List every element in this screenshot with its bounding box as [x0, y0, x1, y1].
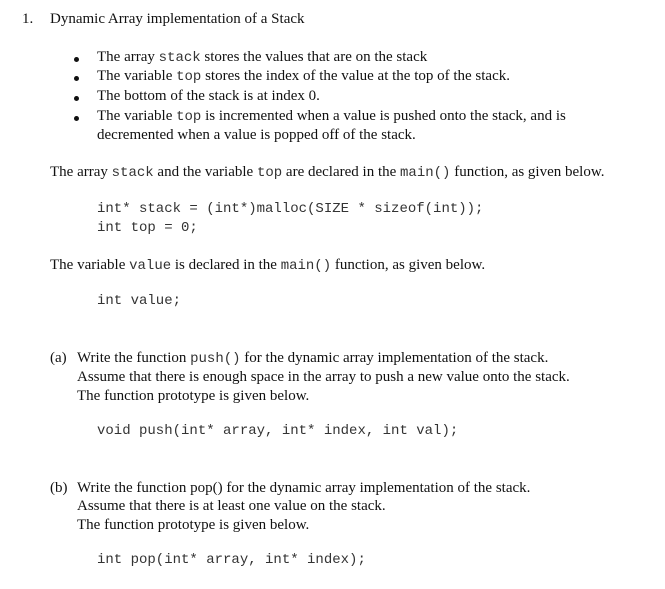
inline-code: stack [111, 165, 154, 181]
declaration-paragraph [50, 163, 604, 182]
paragraph-text: function, as given below. [331, 257, 486, 273]
question-title: Dynamic Array implementation of a Stack [50, 11, 305, 27]
bullet-text: stores the index of the value at the top of the stack. [201, 68, 511, 84]
paragraph-text: The variable [50, 257, 130, 273]
inline-code: main() [400, 165, 451, 181]
bullet-text: The array [97, 49, 159, 65]
inline-code: top [256, 165, 283, 181]
paragraph-text: function, as given below. [450, 164, 605, 180]
code-line: int* stack = (int*)malloc(SIZE * sizeof(int)); [97, 201, 484, 217]
part-a-line-2: Assume that there is enough space in the array to push a new value onto the stack. [77, 369, 570, 385]
code-line: int top = 0; [97, 220, 198, 236]
bullet-text: stores the values that are on the stack [200, 49, 428, 65]
push-prototype: void push(int* array, int* index, int val); [97, 423, 459, 439]
bullet-item [97, 67, 510, 86]
bullet-item [97, 48, 427, 67]
paragraph-text: are declared in the [282, 164, 401, 180]
code-line: int value; [97, 293, 182, 309]
paragraph-text: for the dynamic array implementation of the stack. [240, 350, 549, 366]
bullet-item-continuation: decremented when a value is popped off of the stack. [97, 127, 416, 143]
bullet-text: The variable [97, 108, 177, 124]
paragraph-text: is declared in the [171, 257, 281, 273]
part-b-label: (b) [50, 480, 68, 496]
bullet-text: is incremented when a value is pushed onto the stack, and is [201, 108, 566, 124]
value-paragraph [50, 256, 485, 275]
bullet-text: The variable [97, 68, 177, 84]
bullet-item [97, 87, 320, 105]
bullet-text: The bottom of the stack is at index 0. [97, 88, 320, 104]
part-a-label: (a) [50, 350, 67, 366]
inline-code: main() [280, 258, 332, 274]
part-a-line-3: The function prototype is given below. [77, 388, 310, 404]
part-b-line-2: Assume that there is at least one value on the stack. [77, 498, 386, 514]
bullet-icon [74, 76, 79, 81]
paragraph-text: The array [50, 164, 112, 180]
question-number: 1. [22, 11, 34, 27]
part-b-line-1: Write the function pop() for the dynamic array implementation of the stack. [77, 480, 531, 496]
bullet-icon [74, 96, 79, 101]
paragraph-text: Write the function [77, 350, 191, 366]
bullet-item [97, 107, 566, 126]
inline-code: top [176, 69, 202, 85]
paragraph-text: and the variable [153, 164, 257, 180]
inline-code: push() [190, 351, 241, 367]
part-b-line-3: The function prototype is given below. [77, 517, 310, 533]
part-a-line-1 [77, 349, 548, 368]
bullet-icon [74, 57, 79, 62]
bullet-icon [74, 116, 79, 121]
inline-code: stack [158, 50, 201, 66]
inline-code: value [129, 258, 172, 274]
inline-code: top [176, 109, 202, 125]
pop-prototype: int pop(int* array, int* index); [97, 552, 366, 568]
